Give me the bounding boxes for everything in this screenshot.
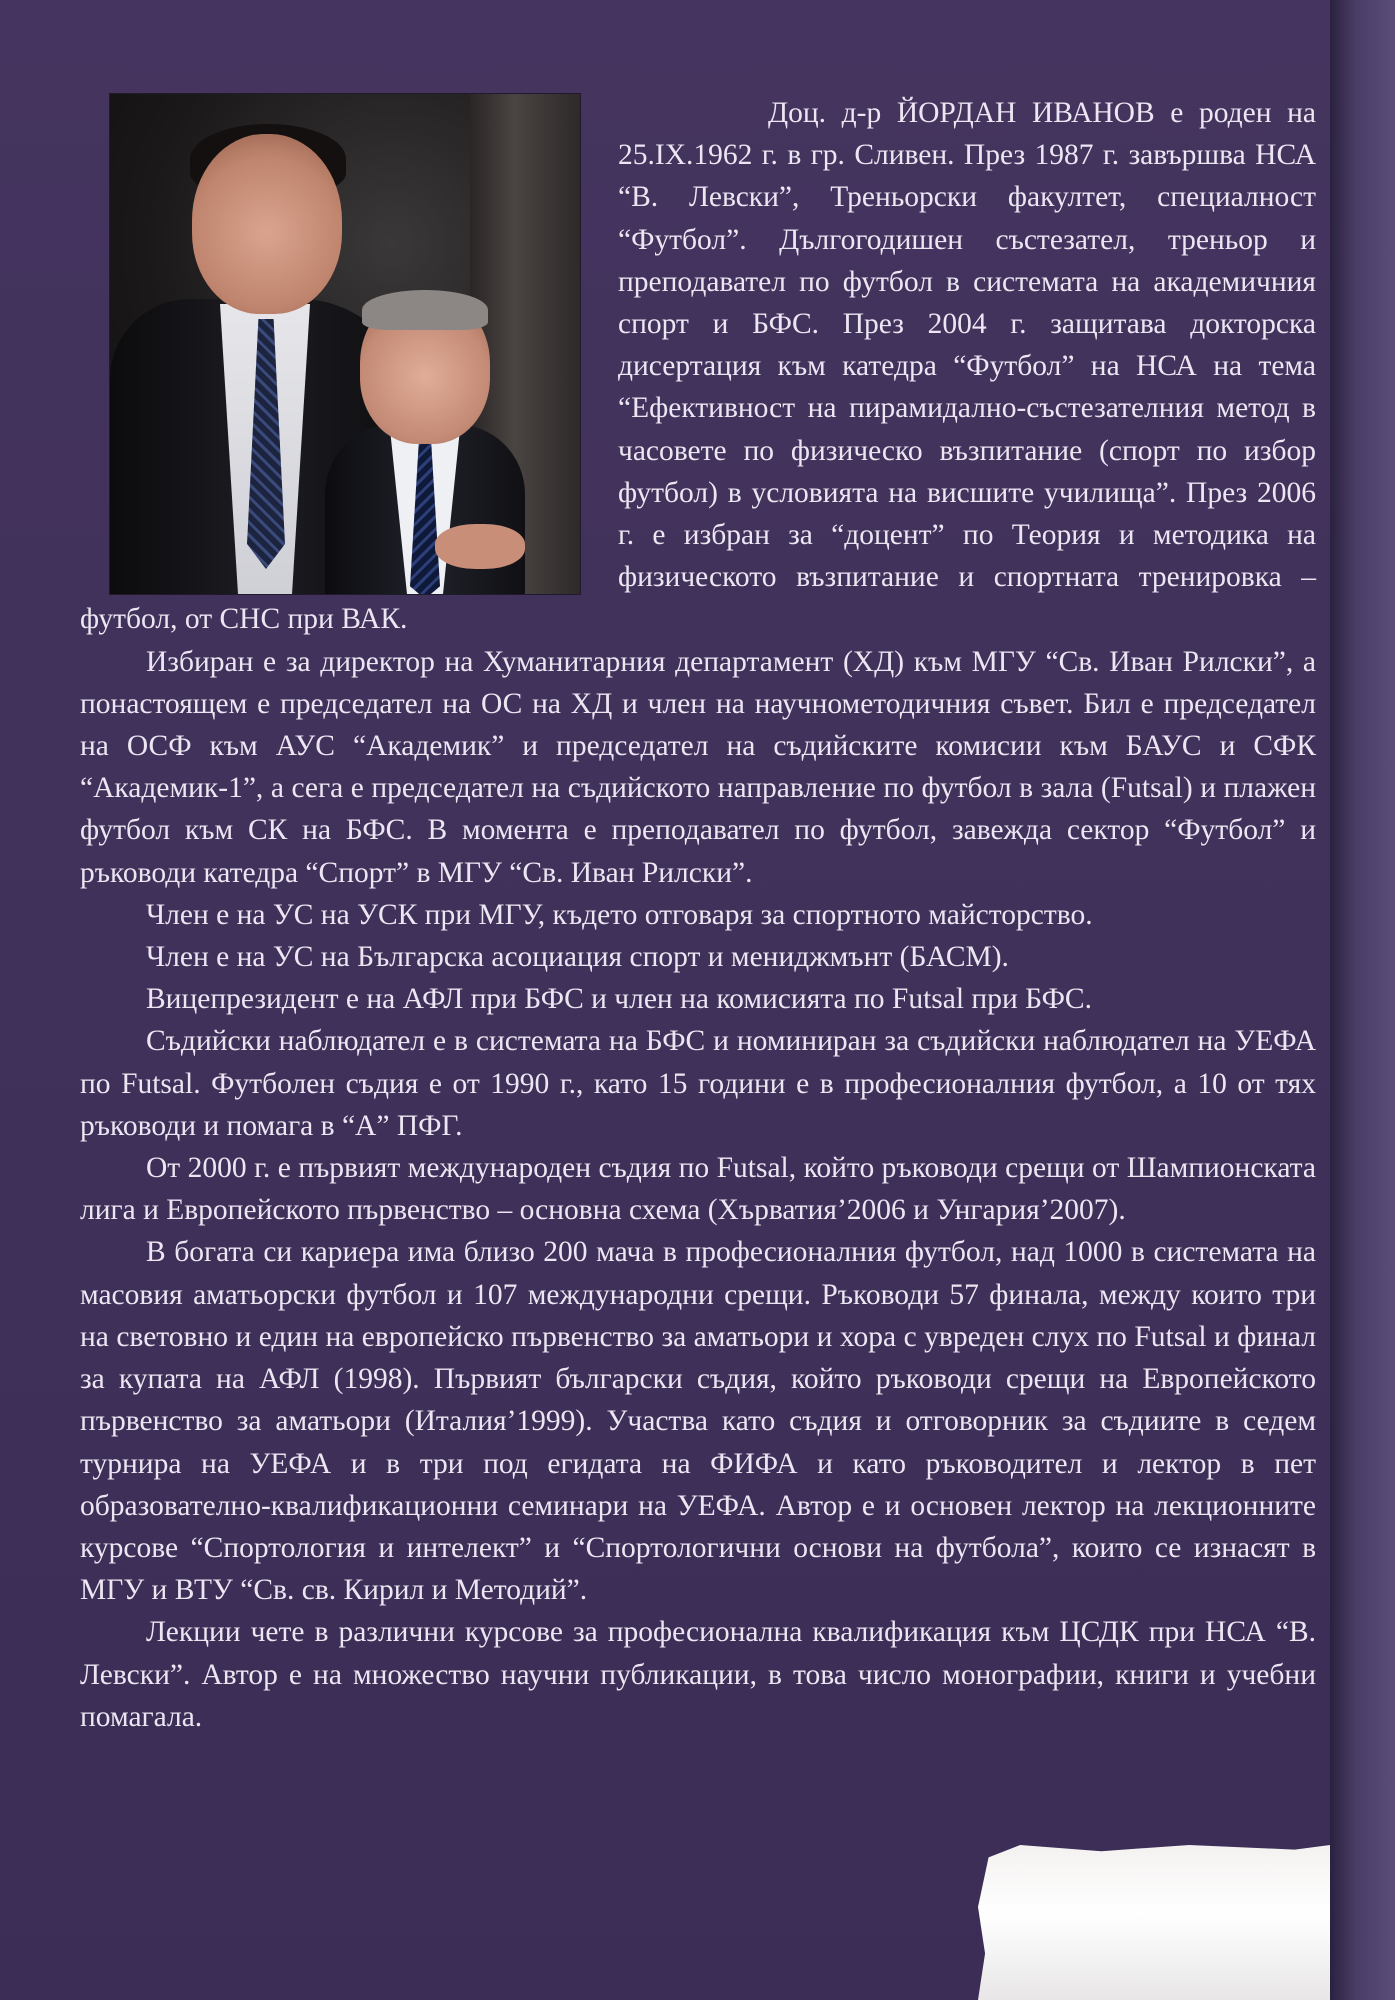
bio-paragraph-2: Избиран е за директор на Хуманитарния департамент (ХД) към МГУ “Св. Иван Рилски”, а понастоящем е председател на ОС на ХД и член на научнометодичния съвет. Бил е председател на ОСФ към АУС “Академик” и председател на съдийските комисии към БАУС и СФК “Академик-1”, а сега е председател на съдийското направление по футбол в зала (Futsal) и плажен футбол към СК на БФС. В момента е преподавател по футбол, завежда сектор “Футбол” и ръководи катедра “Спорт” в МГУ “Св. Иван Рилски”. [80,645,1316,889]
bio-paragraph-7: От 2000 г. е първият международен съдия по Futsal, който ръководи срещи от Шампионската лига и Европейското първенство – основна схема (Хърватия’2006 и Унгария’2007). [80,1152,1316,1227]
author-photo [110,94,580,594]
bio-paragraph-3: Член е на УС на УСК при МГУ, където отговаря за спортното майсторство. [146,898,1093,931]
book-spine-edge [1330,0,1395,2000]
bio-paragraph-8: В богата си кариера има близо 200 мача в професионалния футбол, над 1000 в системата на масовия аматьорски футбол и 107 международни срещи. Ръководи 57 финала, между които три на световно и един на европейско първенство за аматьори и хора с увреден слух по Futsal и финал за купата на АФЛ (1998). Първият български съдия, който ръководи срещи на Европейското първенство за аматьори (Италия’1999). Участва като съдия и отговорник за съдиите в седем турнира на УЕФА и в три под егидата на ФИФА и като ръководител и лектор в пет образователно-квалификационни семинари на УЕФА. Автор е и основен лектор на лекционните курсове “Спортология и интелект” и “Спортологични основи на футбола”, които се изнасят в МГУ и ВТУ “Св. св. Кирил и Методий”. [80,1236,1316,1607]
torn-sticker-label [978,1845,1330,2000]
bio-paragraph-1-text: Доц. д-р ЙОРДАН ИВАНОВ е роден на 25.IX.1962 г. в гр. Сливен. През 1987 г. завършва НСА “В. Левски”, Треньорски факултет, специалност “Футбол”. Дългогодишен състезател, треньор и преподавател по футбол в системата на академичния спорт и БФС. През 2004 г. защитава докторска дисертация към катедра “Футбол” на НСА на тема “Ефективност на пирамидално-състезателния метод в часовете по физическо възпитание (спорт по избор футбол) в условията на висшите училища”. През 2006 г. е избран за “доцент” по Теория и методика на физическото възпитание и спортната тренировка – футбол, от СНС при ВАК. [80,97,1316,636]
bio-paragraph-5: Вицепрезидент е на АФЛ при БФС и член на комисията по Futsal при БФС. [146,983,1092,1016]
bio-paragraph-9: Лекции чете в различни курсове за професионална квалификация към ЦСДК при НСА “В. Левски”. Автор е на множество научни публикации, в това число монографии, книги и учебни помагала. [80,1616,1316,1733]
bio-paragraph-6: Съдийски наблюдател е в системата на БФС и номиниран за съдийски наблюдател на УЕФА по Futsal. Футболен съдия е от 1990 г., като 15 години е в професионалния футбол, а 10 от тях ръководи и помага в “А” ПФГ. [80,1025,1316,1142]
bio-paragraph-4: Член е на УС на Българска асоциация спорт и мениджмънт (БАСМ). [146,941,1009,974]
author-biography [80,92,1316,1738]
